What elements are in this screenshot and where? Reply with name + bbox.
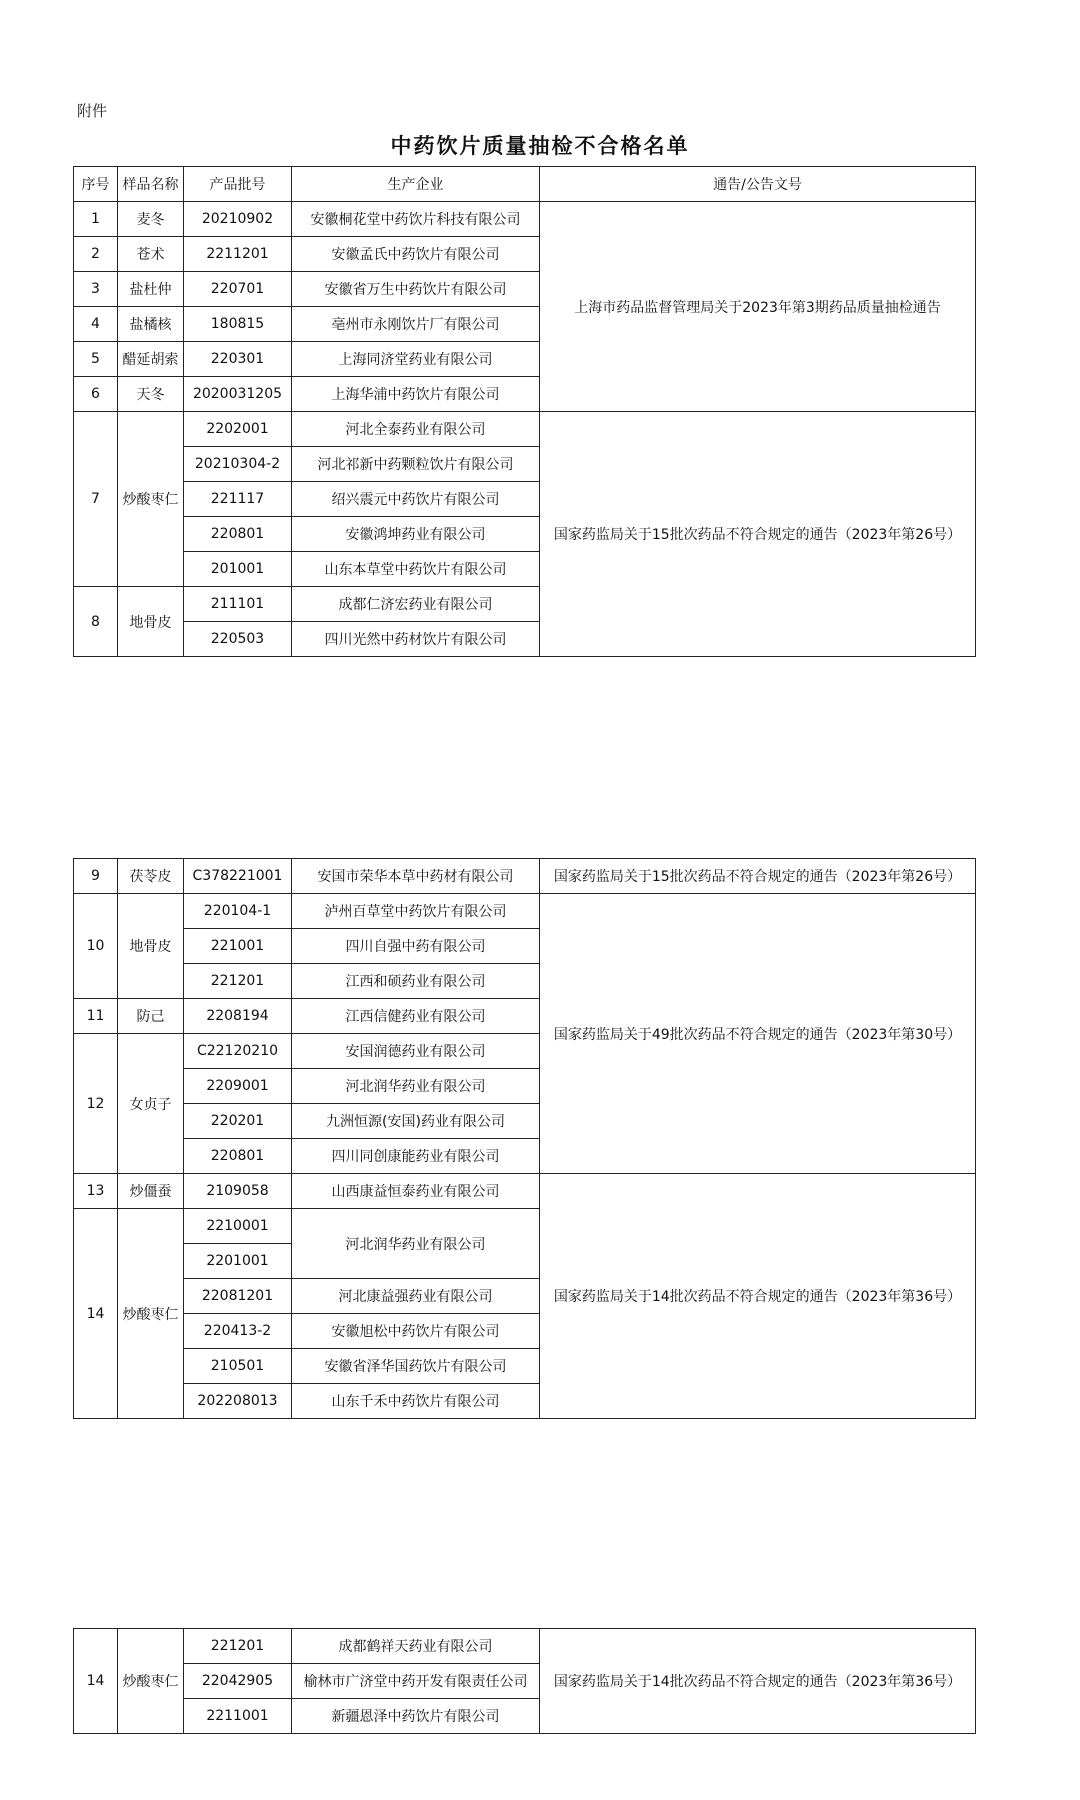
cell-company: 成都鹤祥天药业有限公司 xyxy=(292,1629,540,1664)
cell-company: 山西康益恒泰药业有限公司 xyxy=(292,1174,540,1209)
cell-batch: 2209001 xyxy=(184,1069,292,1104)
cell-no: 13 xyxy=(74,1174,118,1209)
cell-batch: 2211001 xyxy=(184,1699,292,1734)
cell-batch: 2210001 xyxy=(184,1209,292,1244)
cell-company: 河北润华药业有限公司 xyxy=(292,1069,540,1104)
cell-company: 新疆恩泽中药饮片有限公司 xyxy=(292,1699,540,1734)
cell-company: 上海同济堂药业有限公司 xyxy=(292,342,540,377)
cell-company: 成都仁济宏药业有限公司 xyxy=(292,587,540,622)
cell-batch: 220701 xyxy=(184,272,292,307)
cell-batch: 202208013 xyxy=(184,1384,292,1419)
cell-no: 4 xyxy=(74,307,118,342)
header-batch-no: 产品批号 xyxy=(184,167,292,202)
table-row xyxy=(74,894,976,929)
cell-company: 河北润华药业有限公司 xyxy=(292,1209,540,1279)
cell-batch: C22120210 xyxy=(184,1034,292,1069)
cell-company: 山东千禾中药饮片有限公司 xyxy=(292,1384,540,1419)
cell-company: 河北全泰药业有限公司 xyxy=(292,412,540,447)
cell-no: 2 xyxy=(74,237,118,272)
cell-batch: 22081201 xyxy=(184,1279,292,1314)
cell-sample-name: 炒酸枣仁 xyxy=(118,412,184,587)
cell-no: 9 xyxy=(74,859,118,894)
cell-company: 安国市荣华本草中药材有限公司 xyxy=(292,859,540,894)
disqualified-list-table-2 xyxy=(73,858,976,1419)
cell-company: 山东本草堂中药饮片有限公司 xyxy=(292,552,540,587)
cell-company: 江西信健药业有限公司 xyxy=(292,999,540,1034)
cell-sample-name: 天冬 xyxy=(118,377,184,412)
cell-sample-name: 炒酸枣仁 xyxy=(118,1209,184,1419)
cell-no: 14 xyxy=(74,1209,118,1419)
cell-batch: 2020031205 xyxy=(184,377,292,412)
cell-no: 8 xyxy=(74,587,118,657)
cell-no: 7 xyxy=(74,412,118,587)
cell-batch: 220201 xyxy=(184,1104,292,1139)
cell-no: 12 xyxy=(74,1034,118,1174)
cell-batch: 220801 xyxy=(184,1139,292,1174)
cell-batch: 2109058 xyxy=(184,1174,292,1209)
cell-batch: 2201001 xyxy=(184,1244,292,1279)
cell-company: 安徽省万生中药饮片有限公司 xyxy=(292,272,540,307)
cell-company: 上海华浦中药饮片有限公司 xyxy=(292,377,540,412)
cell-no: 14 xyxy=(74,1629,118,1734)
cell-notice: 国家药监局关于49批次药品不符合规定的通告（2023年第30号） xyxy=(540,894,976,1174)
cell-batch: 20210902 xyxy=(184,202,292,237)
cell-notice: 国家药监局关于15批次药品不符合规定的通告（2023年第26号） xyxy=(540,412,976,657)
cell-sample-name: 炒僵蚕 xyxy=(118,1174,184,1209)
cell-batch: 2208194 xyxy=(184,999,292,1034)
cell-sample-name: 女贞子 xyxy=(118,1034,184,1174)
cell-batch: 20210304-2 xyxy=(184,447,292,482)
cell-batch: 221201 xyxy=(184,964,292,999)
cell-company: 安徽省泽华国药饮片有限公司 xyxy=(292,1349,540,1384)
table-row xyxy=(74,1629,976,1664)
cell-company: 泸州百草堂中药饮片有限公司 xyxy=(292,894,540,929)
header-manufacturer: 生产企业 xyxy=(292,167,540,202)
header-sample-name: 样品名称 xyxy=(118,167,184,202)
cell-company: 安徽桐花堂中药饮片科技有限公司 xyxy=(292,202,540,237)
cell-batch: 220301 xyxy=(184,342,292,377)
cell-company: 江西和硕药业有限公司 xyxy=(292,964,540,999)
cell-no: 6 xyxy=(74,377,118,412)
cell-company: 河北康益强药业有限公司 xyxy=(292,1279,540,1314)
cell-batch: 220104-1 xyxy=(184,894,292,929)
document-title: 中药饮片质量抽检不合格名单 xyxy=(390,134,690,158)
cell-company: 榆林市广济堂中药开发有限责任公司 xyxy=(292,1664,540,1699)
cell-no: 1 xyxy=(74,202,118,237)
disqualified-list-table-1 xyxy=(73,166,976,657)
cell-batch: 220801 xyxy=(184,517,292,552)
cell-sample-name: 盐橘核 xyxy=(118,307,184,342)
cell-batch: 211101 xyxy=(184,587,292,622)
cell-company: 四川光然中药材饮片有限公司 xyxy=(292,622,540,657)
cell-batch: 210501 xyxy=(184,1349,292,1384)
table-row xyxy=(74,412,976,447)
cell-sample-name: 苍术 xyxy=(118,237,184,272)
cell-batch: 180815 xyxy=(184,307,292,342)
cell-sample-name: 地骨皮 xyxy=(118,587,184,657)
cell-company: 安徽旭松中药饮片有限公司 xyxy=(292,1314,540,1349)
cell-company: 九洲恒源(安国)药业有限公司 xyxy=(292,1104,540,1139)
cell-notice: 国家药监局关于14批次药品不符合规定的通告（2023年第36号） xyxy=(540,1629,976,1734)
header-notice-no: 通告/公告文号 xyxy=(540,167,976,202)
cell-company: 四川自强中药有限公司 xyxy=(292,929,540,964)
cell-company: 亳州市永刚饮片厂有限公司 xyxy=(292,307,540,342)
cell-notice: 上海市药品监督管理局关于2023年第3期药品质量抽检通告 xyxy=(540,202,976,412)
attachment-label: 附件 xyxy=(77,102,108,120)
cell-sample-name: 醋延胡索 xyxy=(118,342,184,377)
cell-batch: 221117 xyxy=(184,482,292,517)
cell-sample-name: 炒酸枣仁 xyxy=(118,1629,184,1734)
cell-no: 3 xyxy=(74,272,118,307)
table-row xyxy=(74,202,976,237)
cell-batch: 22042905 xyxy=(184,1664,292,1699)
cell-sample-name: 地骨皮 xyxy=(118,894,184,999)
cell-no: 11 xyxy=(74,999,118,1034)
cell-batch: C378221001 xyxy=(184,859,292,894)
table-row xyxy=(74,1174,976,1209)
cell-company: 安国润德药业有限公司 xyxy=(292,1034,540,1069)
cell-notice: 国家药监局关于15批次药品不符合规定的通告（2023年第26号） xyxy=(540,859,976,894)
cell-notice: 国家药监局关于14批次药品不符合规定的通告（2023年第36号） xyxy=(540,1174,976,1419)
cell-company: 四川同创康能药业有限公司 xyxy=(292,1139,540,1174)
table-header-row xyxy=(74,167,976,202)
cell-sample-name: 茯苓皮 xyxy=(118,859,184,894)
cell-sample-name: 盐杜仲 xyxy=(118,272,184,307)
cell-sample-name: 麦冬 xyxy=(118,202,184,237)
cell-batch: 220503 xyxy=(184,622,292,657)
cell-batch: 221001 xyxy=(184,929,292,964)
cell-company: 河北祁新中药颗粒饮片有限公司 xyxy=(292,447,540,482)
cell-batch: 220413-2 xyxy=(184,1314,292,1349)
cell-company: 绍兴震元中药饮片有限公司 xyxy=(292,482,540,517)
cell-sample-name: 防己 xyxy=(118,999,184,1034)
cell-batch: 221201 xyxy=(184,1629,292,1664)
cell-no: 5 xyxy=(74,342,118,377)
cell-company: 安徽孟氏中药饮片有限公司 xyxy=(292,237,540,272)
cell-no: 10 xyxy=(74,894,118,999)
cell-batch: 201001 xyxy=(184,552,292,587)
cell-company: 安徽鸿坤药业有限公司 xyxy=(292,517,540,552)
disqualified-list-table-3 xyxy=(73,1628,976,1734)
header-no: 序号 xyxy=(74,167,118,202)
table-row xyxy=(74,859,976,894)
cell-batch: 2202001 xyxy=(184,412,292,447)
cell-batch: 2211201 xyxy=(184,237,292,272)
